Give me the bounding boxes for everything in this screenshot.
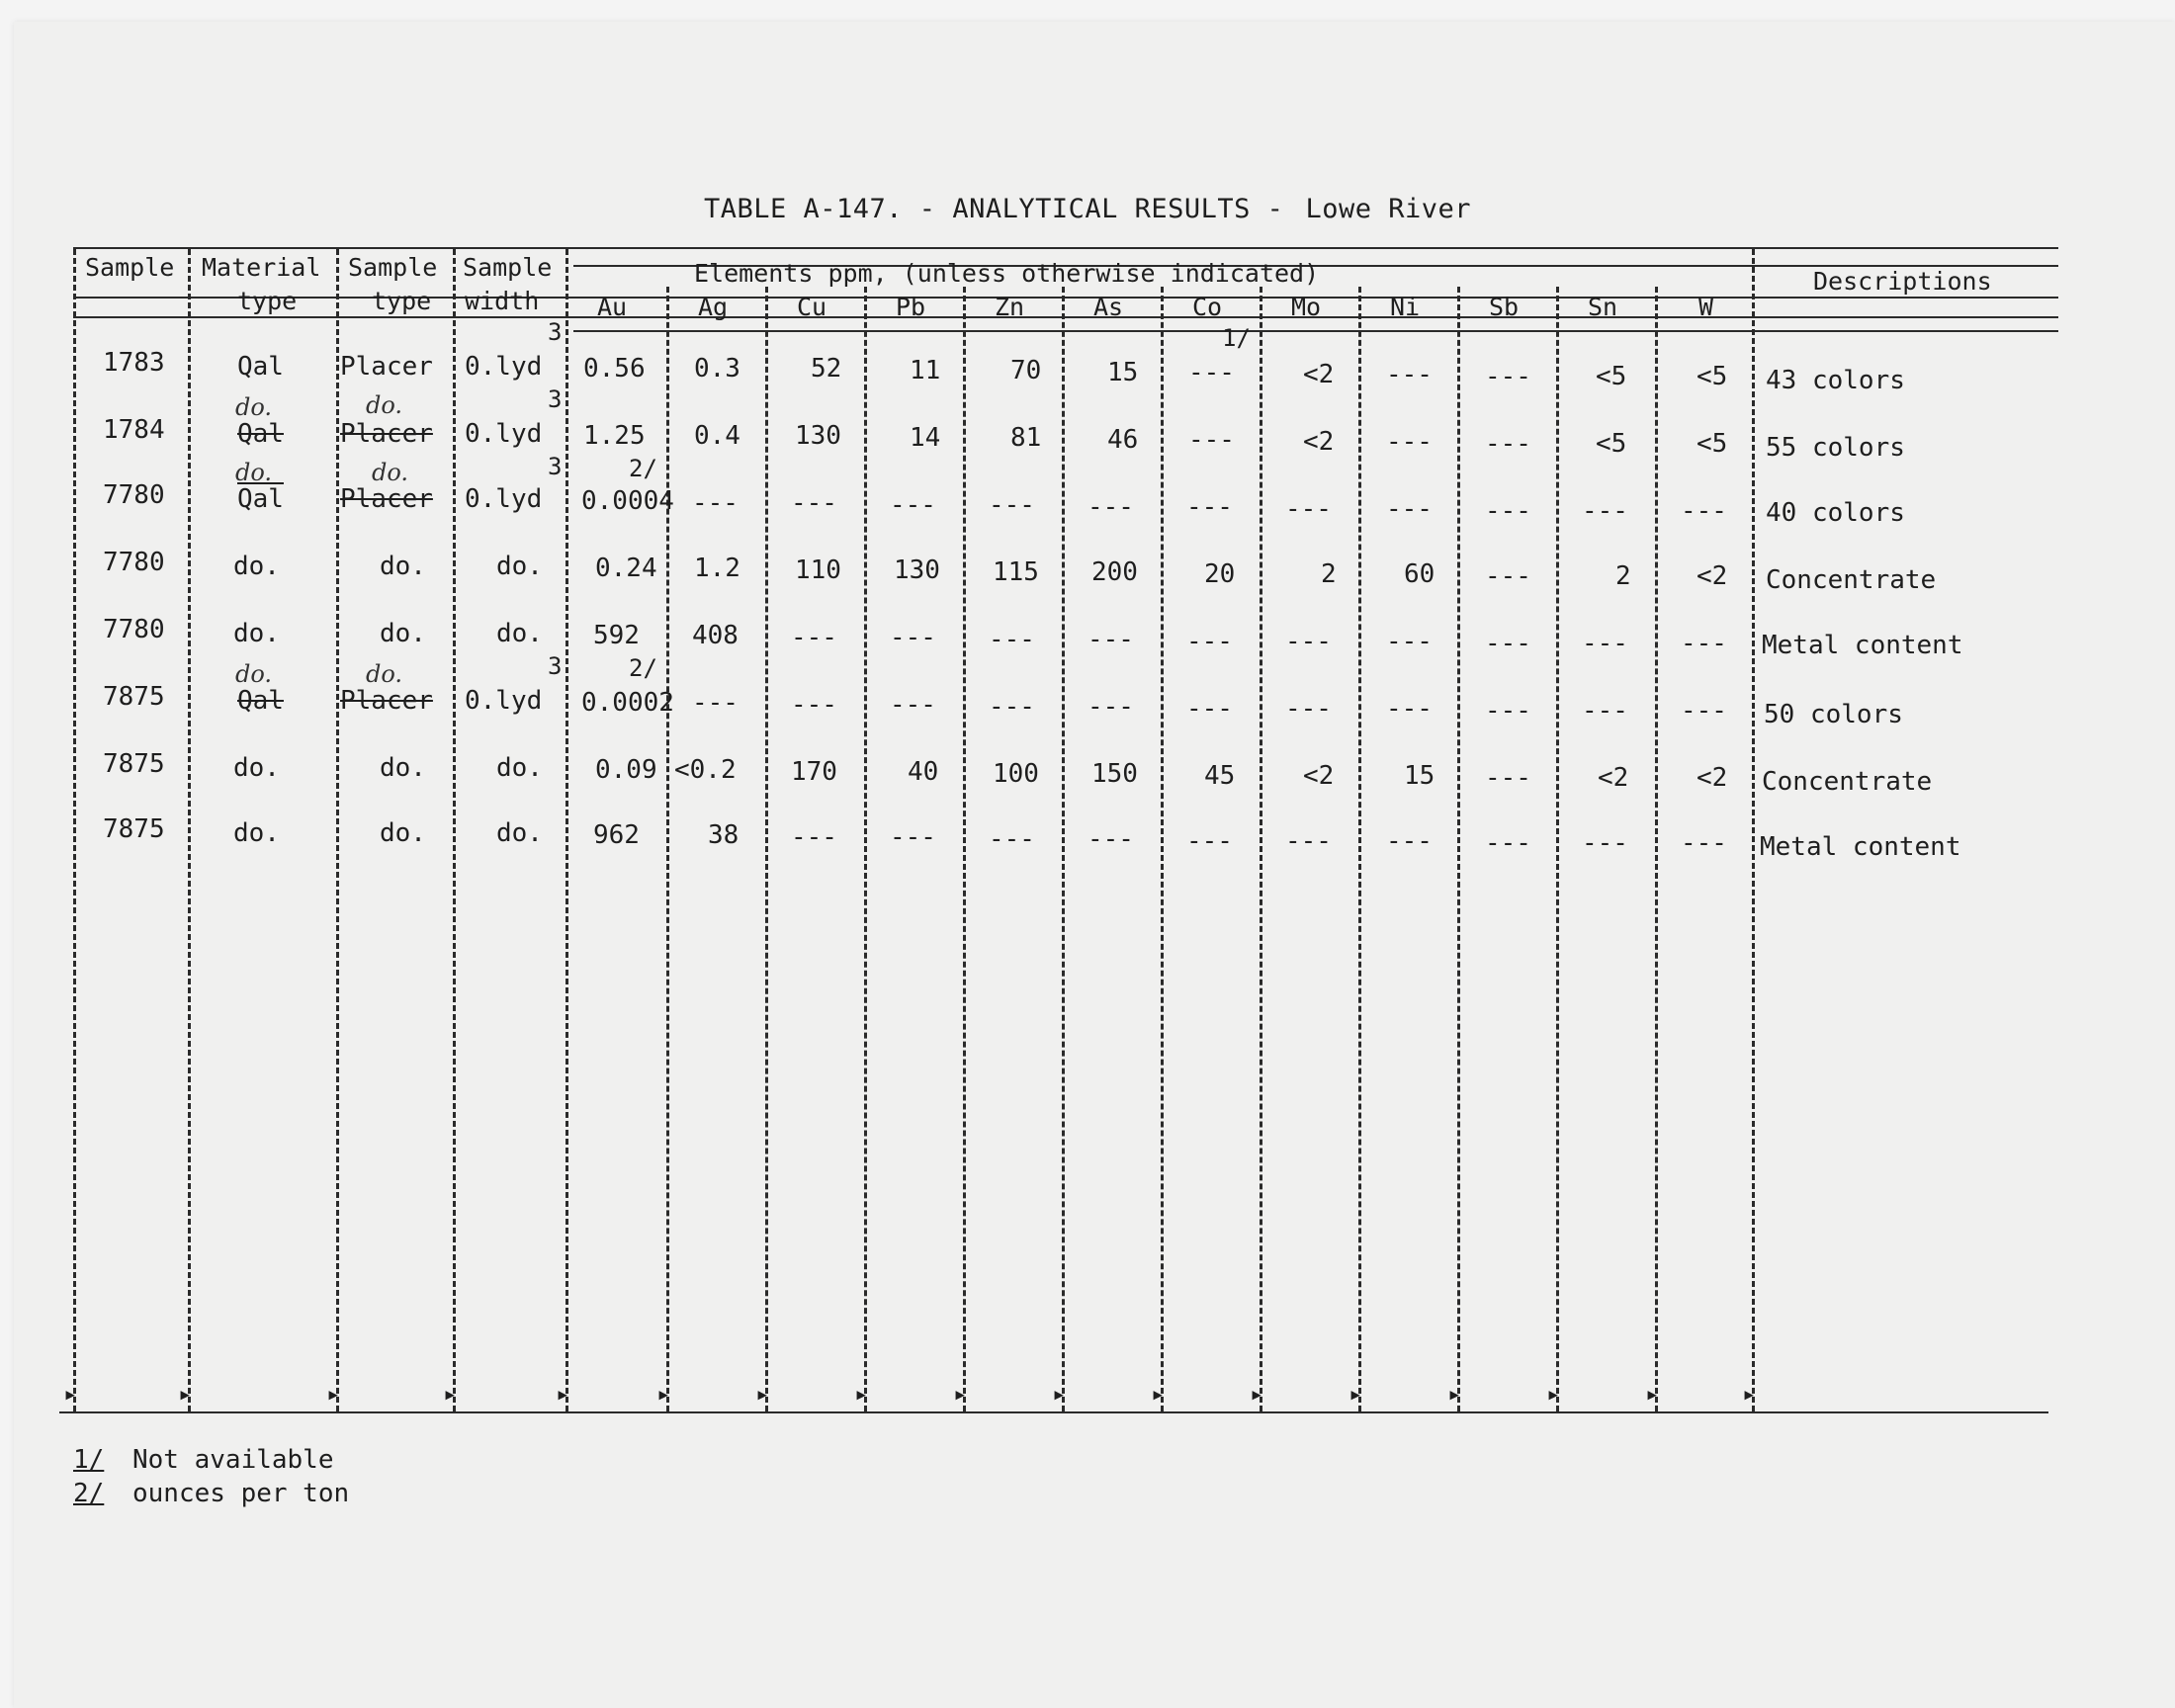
width-superscript: 3	[548, 318, 563, 346]
cell-ag: 0.3	[694, 354, 740, 384]
footnote-2-number: 2/	[73, 1479, 105, 1508]
cell-sample-type: do.	[380, 753, 426, 783]
col-line	[188, 249, 191, 1411]
cell-as: ---	[1088, 625, 1134, 654]
cell-material: Qal	[237, 686, 284, 716]
cell-width: 0.lyd	[465, 484, 543, 514]
cell-description: Metal content	[1760, 832, 1961, 862]
footnote-1	[73, 1445, 334, 1475]
footnote-2	[73, 1479, 349, 1508]
cell-pb: ---	[890, 822, 936, 852]
col-arrow-mark: ▸	[1645, 1380, 1660, 1408]
cell-au: 0.0002	[581, 688, 674, 718]
cell-mo: 2	[1321, 559, 1337, 589]
col-arrow-mark: ▸	[1742, 1380, 1757, 1408]
cell-sample: 7875	[103, 682, 165, 712]
footnote-2-text: ounces per ton	[132, 1479, 350, 1508]
cell-material: Qal	[237, 419, 284, 449]
cell-zn: 100	[993, 759, 1039, 789]
cell-pb: ---	[890, 623, 936, 652]
col-line	[1358, 287, 1361, 1411]
col-arrow-mark: ▸	[1052, 1380, 1067, 1408]
cell-ag: 38	[708, 820, 740, 850]
cell-width: 0.lyd	[465, 419, 543, 449]
cell-mo: ---	[1285, 826, 1332, 856]
header-cu: Cu	[797, 293, 827, 321]
col-line	[1161, 287, 1164, 1411]
cell-ag: ---	[692, 488, 739, 518]
cell-sn: ---	[1582, 496, 1628, 526]
cell-sb: ---	[1485, 696, 1531, 726]
cell-sample: 7875	[103, 814, 165, 844]
cell-ni: ---	[1386, 494, 1433, 524]
cell-description: 50 colors	[1764, 700, 1903, 729]
col-line	[864, 287, 867, 1411]
cell-cu: 130	[795, 421, 841, 451]
width-superscript: 3	[548, 652, 563, 680]
cell-co: ---	[1186, 627, 1233, 656]
header-sn: Sn	[1588, 293, 1618, 321]
header-elements-span: Elements ppm, (unless otherwise indicated)	[694, 259, 1320, 288]
cell-zn: ---	[989, 824, 1035, 854]
cell-cu: 52	[811, 354, 842, 384]
col-line	[336, 249, 339, 1411]
cell-co: ---	[1188, 425, 1235, 455]
header-material: Material	[202, 253, 321, 282]
cell-zn: ---	[989, 625, 1035, 654]
header-pb: Pb	[896, 293, 926, 321]
col-line	[73, 249, 76, 1411]
cell-material: do.	[233, 753, 280, 783]
col-line	[1260, 287, 1262, 1411]
header-sample-type-2: type	[372, 287, 432, 315]
cell-width: do.	[496, 552, 543, 581]
cell-sample: 1783	[103, 348, 165, 378]
cell-sb: ---	[1485, 828, 1531, 858]
table-title	[0, 194, 2175, 224]
header-mo: Mo	[1291, 293, 1322, 321]
header-material-type: type	[237, 287, 298, 315]
cell-cu: ---	[791, 822, 837, 852]
cell-sb: ---	[1485, 496, 1531, 526]
cell-ni: 15	[1404, 761, 1436, 791]
cell-pb: 11	[910, 356, 941, 385]
cell-au: 0.24	[595, 554, 657, 583]
cell-width: 0.lyd	[465, 686, 543, 716]
col-arrow-mark: ▸	[854, 1380, 869, 1408]
col-line	[1457, 287, 1460, 1411]
cell-w: <2	[1696, 561, 1728, 591]
cell-material: do.	[233, 552, 280, 581]
cell-au: 0.56	[583, 354, 646, 384]
col-line	[765, 287, 768, 1411]
cell-description: Metal content	[1762, 631, 1963, 660]
cell-description: Concentrate	[1766, 565, 1937, 595]
cell-sample-type: do.	[380, 818, 426, 848]
cell-zn: ---	[989, 692, 1035, 722]
cell-w: ---	[1681, 696, 1727, 726]
cell-ni: ---	[1386, 427, 1433, 457]
cell-sample-type: Placer	[340, 352, 433, 382]
cell-material: $\overline{Qal}$	[237, 484, 284, 514]
cell-as: 200	[1091, 557, 1138, 587]
cell-sample-type: Placer	[340, 419, 433, 449]
header-ni: Ni	[1390, 293, 1421, 321]
col-arrow-mark: ▸	[656, 1380, 671, 1408]
cell-mo: ---	[1285, 627, 1332, 656]
cell-w: <2	[1696, 763, 1728, 793]
cell-cu: ---	[791, 623, 837, 652]
cell-cu: 110	[795, 555, 841, 585]
col-arrow-mark: ▸	[443, 1380, 458, 1408]
col-line	[666, 287, 669, 1411]
cell-au: 0.0004	[581, 486, 674, 516]
cell-pb: ---	[890, 490, 936, 520]
cell-as: 46	[1107, 425, 1139, 455]
cell-w: <5	[1696, 429, 1728, 459]
header-sample-width: Sample	[463, 253, 553, 282]
cell-co: 20	[1204, 559, 1236, 589]
columns-rule	[573, 330, 2058, 332]
width-superscript: 3	[548, 453, 563, 480]
au-footnote-ref: 2/	[629, 654, 657, 682]
co-footnote-ref: 1/	[1222, 324, 1251, 352]
cell-sb: ---	[1485, 362, 1531, 391]
cell-sb: ---	[1485, 629, 1531, 658]
header-bottom-rule	[73, 316, 2058, 318]
cell-pb: 130	[894, 555, 940, 585]
col-arrow-mark: ▸	[1151, 1380, 1166, 1408]
cell-description: 40 colors	[1766, 498, 1905, 528]
cell-sample-type: Placer	[340, 484, 433, 514]
cell-sample: 7780	[103, 548, 165, 577]
cell-ag: 408	[692, 621, 739, 650]
footnote-1-text: Not available	[132, 1445, 334, 1475]
cell-sample-type: do.	[380, 619, 426, 648]
col-arrow-mark: ▸	[326, 1380, 341, 1408]
cell-au: 0.09	[595, 755, 657, 785]
cell-mo: ---	[1285, 494, 1332, 524]
cell-as: ---	[1088, 824, 1134, 854]
cell-material: do.	[233, 818, 280, 848]
col-arrow-mark: ▸	[1546, 1380, 1561, 1408]
cell-sample: 7780	[103, 615, 165, 644]
cell-sample: 7780	[103, 480, 165, 510]
cell-ni: ---	[1386, 694, 1433, 724]
col-line	[1655, 287, 1658, 1411]
cell-sample-type: do.	[380, 552, 426, 581]
cell-as: ---	[1088, 692, 1134, 722]
cell-au: 592	[593, 621, 640, 650]
cell-co: 45	[1204, 761, 1236, 791]
title-main: TABLE A-147. - ANALYTICAL RESULTS -	[703, 194, 1284, 224]
col-arrow-mark: ▸	[1447, 1380, 1462, 1408]
cell-description: 55 colors	[1766, 433, 1905, 463]
handwritten-ditto: do.	[235, 660, 273, 688]
cell-sample: 7875	[103, 749, 165, 779]
header-ag: Ag	[698, 293, 729, 321]
handwritten-ditto: do.	[372, 459, 409, 486]
cell-cu: ---	[791, 488, 837, 518]
header-sample: Sample	[85, 253, 175, 282]
cell-as: 15	[1107, 358, 1139, 387]
cell-ni: 60	[1404, 559, 1436, 589]
footnote-1-number: 1/	[73, 1445, 105, 1475]
header-co: Co	[1192, 293, 1223, 321]
cell-mo: <2	[1303, 360, 1335, 389]
top-rule	[73, 247, 2058, 249]
cell-width: do.	[496, 818, 543, 848]
cell-ni: ---	[1386, 826, 1433, 856]
header-width: width	[465, 287, 540, 315]
cell-ag: <0.2	[674, 755, 737, 785]
handwritten-ditto: do.	[235, 393, 273, 421]
col-line	[1062, 287, 1065, 1411]
col-line	[1752, 249, 1755, 1411]
cell-width: 0.lyd	[465, 352, 543, 382]
handwritten-ditto: do.	[366, 391, 403, 419]
cell-mo: <2	[1303, 761, 1335, 791]
cell-w: ---	[1681, 828, 1727, 858]
cell-sn: <5	[1596, 362, 1627, 391]
cell-description: 43 colors	[1766, 366, 1905, 395]
handwritten-ditto: do.	[235, 459, 273, 486]
cell-w: ---	[1681, 629, 1727, 658]
col-line	[963, 287, 966, 1411]
cell-ag: 1.2	[694, 554, 740, 583]
header-zn: Zn	[995, 293, 1025, 321]
cell-mo: <2	[1303, 427, 1335, 457]
col-line	[1556, 287, 1559, 1411]
cell-au: 962	[593, 820, 640, 850]
bottom-rule	[59, 1411, 2048, 1413]
cell-pb: ---	[890, 690, 936, 720]
cell-ni: ---	[1386, 360, 1433, 389]
cell-zn: ---	[989, 490, 1035, 520]
cell-as: ---	[1088, 492, 1134, 522]
cell-ag: ---	[692, 688, 739, 718]
cell-w: <5	[1696, 362, 1728, 391]
col-arrow-mark: ▸	[1250, 1380, 1264, 1408]
cell-co: ---	[1186, 826, 1233, 856]
cell-zn: 81	[1010, 423, 1042, 453]
cell-sn: ---	[1582, 696, 1628, 726]
col-arrow-mark: ▸	[755, 1380, 770, 1408]
col-arrow-mark: ▸	[953, 1380, 968, 1408]
cell-sn: ---	[1582, 828, 1628, 858]
cell-mo: ---	[1285, 694, 1332, 724]
cell-pb: 40	[908, 757, 939, 787]
cell-sb: ---	[1485, 561, 1531, 591]
cell-width: do.	[496, 753, 543, 783]
cell-sn: ---	[1582, 629, 1628, 658]
cell-sb: ---	[1485, 763, 1531, 793]
header-descriptions: Descriptions	[1813, 267, 1992, 296]
col-arrow-mark: ▸	[178, 1380, 193, 1408]
cell-cu: 170	[791, 757, 837, 787]
cell-co: ---	[1186, 492, 1233, 522]
width-superscript: 3	[548, 385, 563, 413]
cell-sn: <5	[1596, 429, 1627, 459]
cell-w: ---	[1681, 496, 1727, 526]
header-au: Au	[597, 293, 628, 321]
cell-as: 150	[1091, 759, 1138, 789]
col-arrow-mark: ▸	[63, 1380, 78, 1408]
cell-sn: 2	[1615, 561, 1631, 591]
col-arrow-mark: ▸	[556, 1380, 570, 1408]
cell-co: ---	[1186, 694, 1233, 724]
au-footnote-ref: 2/	[629, 455, 657, 482]
cell-cu: ---	[791, 690, 837, 720]
cell-description: Concentrate	[1762, 767, 1933, 797]
header-as: As	[1093, 293, 1124, 321]
cell-sn: <2	[1598, 763, 1629, 793]
cell-pb: 14	[910, 423, 941, 453]
cell-co: ---	[1188, 358, 1235, 387]
col-arrow-mark: ▸	[1348, 1380, 1363, 1408]
cell-material: do.	[233, 619, 280, 648]
cell-width: do.	[496, 619, 543, 648]
header-w: W	[1698, 293, 1714, 321]
col-line	[566, 249, 568, 1411]
header-sample-type: Sample	[348, 253, 438, 282]
cell-sample: 1784	[103, 415, 165, 445]
cell-ag: 0.4	[694, 421, 740, 451]
title-location: Lowe River	[1305, 194, 1471, 224]
cell-sample-type: Placer	[340, 686, 433, 716]
handwritten-ditto: do.	[366, 660, 403, 688]
cell-sb: ---	[1485, 429, 1531, 459]
cell-zn: 70	[1010, 356, 1042, 385]
cell-material: Qal	[237, 352, 284, 382]
header-sb: Sb	[1489, 293, 1520, 321]
col-line	[453, 249, 456, 1411]
cell-au: 1.25	[583, 421, 646, 451]
cell-zn: 115	[993, 557, 1039, 587]
cell-ni: ---	[1386, 627, 1433, 656]
